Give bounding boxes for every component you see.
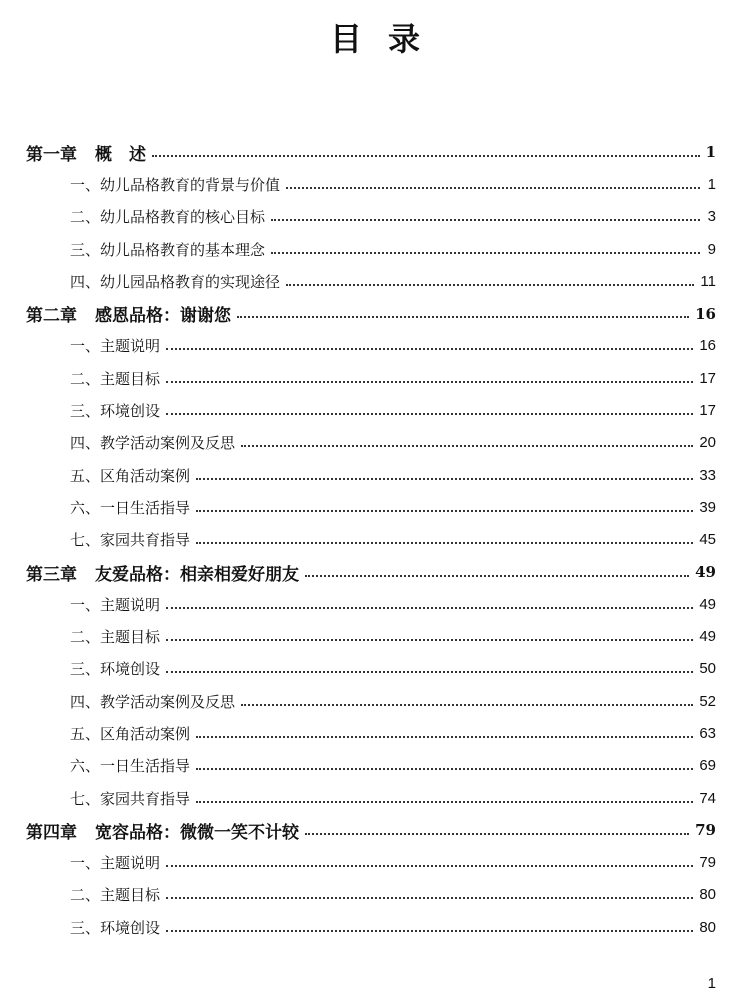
dot-leader [166, 864, 693, 867]
toc-section-entry[interactable] [26, 653, 716, 685]
toc-entry-label: 五、区角活动案例 [70, 724, 191, 743]
toc-entry-label: 四、教学活动案例及反思 [70, 434, 236, 453]
toc-entry-label: 一、主题说明 [70, 854, 161, 873]
toc-entry-label: 四、幼儿园品格教育的实现途径 [70, 272, 281, 291]
dot-leader [166, 929, 693, 932]
chapter-title: 宽容品格：微微一笑不计较 [95, 822, 299, 843]
toc-page-number: 49 [699, 595, 716, 613]
toc-entry-label: 一、幼儿品格教育的背景与价值 [70, 175, 281, 194]
dot-leader [166, 347, 693, 350]
dot-leader [241, 703, 693, 706]
toc-section-entry[interactable] [26, 168, 716, 200]
toc-entry-label [26, 818, 299, 843]
toc-section-entry[interactable] [26, 427, 716, 459]
dot-leader [196, 800, 693, 803]
dot-leader [237, 315, 689, 318]
toc-section-entry[interactable] [26, 459, 716, 491]
toc-section-entry[interactable] [26, 782, 716, 814]
toc-page-number: 49 [695, 563, 716, 581]
toc-entry-label [26, 301, 231, 326]
toc-page-number: 79 [699, 854, 716, 872]
toc-page-number: 80 [699, 886, 716, 904]
dot-leader [166, 638, 693, 641]
toc-entry-label: 六、一日生活指导 [70, 498, 191, 517]
chapter-number: 第二章 [26, 306, 77, 327]
chapter-title: 概 述 [95, 144, 146, 165]
toc-page-number: 9 [707, 240, 716, 258]
toc-page-number: 17 [699, 369, 716, 387]
toc-entry-label: 三、环境创设 [70, 402, 161, 421]
dot-leader [305, 832, 689, 835]
dot-leader [196, 541, 693, 544]
toc-section-entry[interactable] [26, 491, 716, 523]
chapter-number: 第三章 [26, 564, 77, 585]
dot-leader [286, 186, 700, 189]
toc-entry-label: 四、教学活动案例及反思 [70, 692, 236, 711]
toc-section-entry[interactable] [26, 524, 716, 556]
toc-section-entry[interactable] [26, 588, 716, 620]
toc-entry-label: 二、主题目标 [70, 886, 161, 905]
toc-entry-label: 二、主题目标 [70, 369, 161, 388]
toc-chapter-entry[interactable] [26, 136, 716, 168]
dot-leader [152, 154, 700, 157]
toc-entry-label [26, 140, 146, 165]
toc-chapter-entry[interactable] [26, 297, 716, 329]
chapter-number: 第一章 [26, 144, 77, 165]
toc-page-number: 52 [699, 692, 716, 710]
toc-entry-label: 二、主题目标 [70, 628, 161, 647]
toc-section-entry[interactable] [26, 911, 716, 943]
toc-page-number: 50 [699, 660, 716, 678]
toc-entry-label: 七、家园共育指导 [70, 531, 191, 550]
dot-leader [166, 670, 693, 673]
table-of-contents [26, 136, 716, 943]
toc-page-number: 17 [699, 402, 716, 420]
toc-entry-label: 六、一日生活指导 [70, 757, 191, 776]
dot-leader [286, 283, 694, 286]
dot-leader [196, 509, 693, 512]
toc-page-number: 49 [699, 628, 716, 646]
dot-leader [196, 477, 693, 480]
dot-leader [196, 735, 693, 738]
toc-page-number: 1 [705, 143, 716, 162]
toc-entry-label: 一、主题说明 [70, 337, 161, 356]
dot-leader [166, 896, 693, 899]
toc-page-number: 3 [707, 208, 716, 226]
dot-leader [166, 412, 693, 415]
chapter-title: 感恩品格：谢谢您 [95, 306, 231, 327]
toc-section-entry[interactable] [26, 330, 716, 362]
dot-leader [166, 380, 693, 383]
toc-section-entry[interactable] [26, 233, 716, 265]
dot-leader [305, 574, 689, 577]
toc-section-entry[interactable] [26, 750, 716, 782]
toc-entry-label: 五、区角活动案例 [70, 466, 191, 485]
dot-leader [271, 251, 700, 254]
toc-entry-label: 七、家园共育指导 [70, 789, 191, 808]
dot-leader [241, 444, 693, 447]
toc-page-number: 16 [695, 304, 716, 323]
page-title: 目录 [329, 20, 446, 58]
toc-entry-label: 二、幼儿品格教育的核心目标 [70, 208, 266, 227]
toc-entry-label: 三、环境创设 [70, 660, 161, 679]
toc-page-number: 1 [707, 175, 716, 193]
toc-page-number: 74 [699, 789, 716, 807]
toc-page-number: 80 [699, 918, 716, 936]
toc-entry-label: 三、幼儿品格教育的基本理念 [70, 240, 266, 259]
toc-section-entry[interactable] [26, 201, 716, 233]
dot-leader [271, 218, 700, 221]
toc-section-entry[interactable] [26, 879, 716, 911]
toc-section-entry[interactable] [26, 265, 716, 297]
toc-section-entry[interactable] [26, 394, 716, 426]
toc-page-number: 20 [699, 434, 716, 452]
page-number: 1 [707, 975, 716, 992]
toc-entry-label [26, 560, 299, 585]
toc-entry-label: 一、主题说明 [70, 595, 161, 614]
toc-page-number: 45 [699, 531, 716, 549]
toc-section-entry[interactable] [26, 717, 716, 749]
chapter-title: 友爱品格：相亲相爱好朋友 [95, 564, 299, 585]
toc-chapter-entry[interactable] [26, 556, 716, 588]
toc-section-entry[interactable] [26, 362, 716, 394]
dot-leader [196, 767, 693, 770]
toc-page-number: 11 [700, 272, 716, 290]
toc-section-entry[interactable] [26, 620, 716, 652]
toc-section-entry[interactable] [26, 685, 716, 717]
dot-leader [166, 606, 693, 609]
toc-page-number: 79 [695, 821, 716, 840]
toc-page-number: 39 [699, 498, 716, 516]
toc-page-number: 16 [699, 337, 716, 355]
toc-page-number: 63 [699, 724, 716, 742]
toc-page-number: 69 [699, 757, 716, 775]
toc-section-entry[interactable] [26, 847, 716, 879]
toc-page-number: 33 [699, 466, 716, 484]
toc-entry-label: 三、环境创设 [70, 918, 161, 937]
toc-chapter-entry[interactable] [26, 814, 716, 846]
chapter-number: 第四章 [26, 822, 77, 843]
